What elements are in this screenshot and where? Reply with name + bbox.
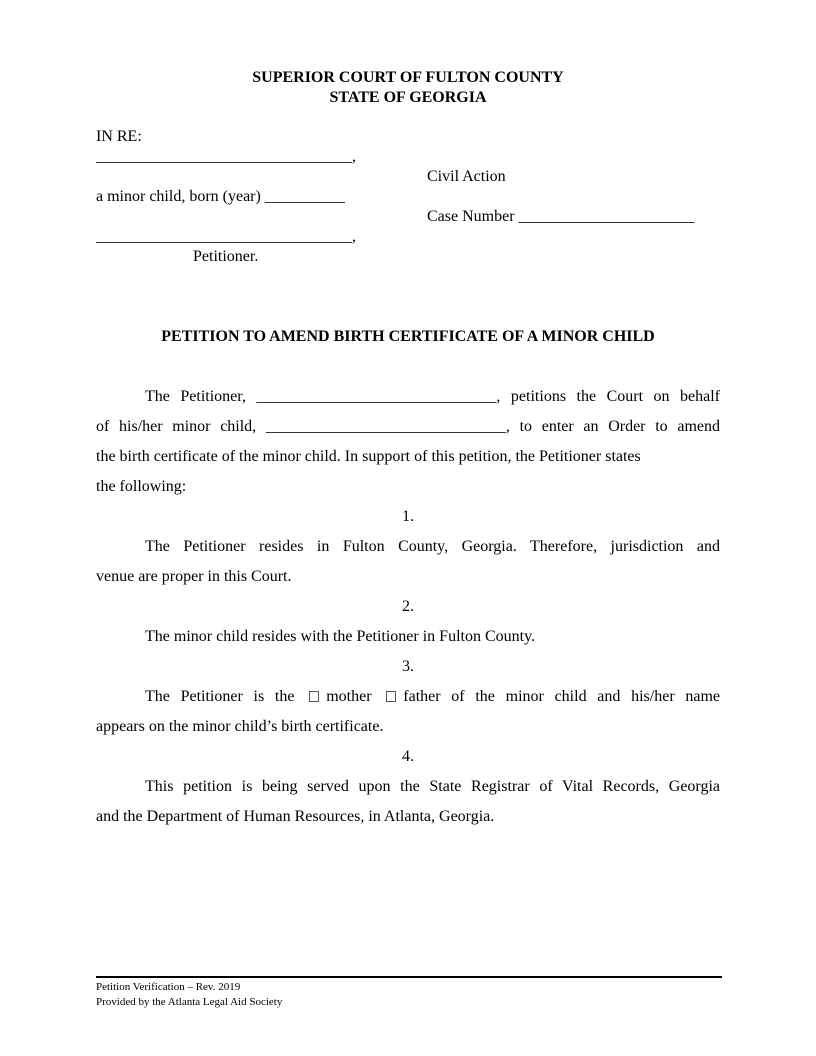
paragraph-2-line-1: The minor child resides with the Petitioner in Fulton County. — [145, 628, 536, 645]
intro-line-2: of his/her minor child, ______________________________, to enter an Order to amend — [96, 418, 720, 435]
mother-checkbox[interactable] — [309, 691, 319, 702]
paragraph-3-line-1 — [96, 689, 720, 705]
father-checkbox[interactable] — [386, 691, 396, 702]
case-number-field: Case Number ______________________ — [427, 208, 695, 225]
paragraph-3-line-2: appears on the minor child’s birth certificate. — [96, 718, 384, 735]
paragraph-number-1: 1. — [402, 508, 414, 525]
paragraph-4-line-1: This petition is being served upon the State Registrar of Vital Records, Georgia — [145, 778, 720, 795]
paragraph-number-4: 4. — [402, 748, 414, 765]
father-option-label: father of the minor child and his/her name — [403, 688, 721, 705]
paragraph-1-line-1: The Petitioner resides in Fulton County, Georgia. Therefore, jurisdiction and — [145, 538, 720, 555]
petitioner-name-line: ________________________________, — [96, 228, 356, 245]
intro-line-1: The Petitioner, ______________________________, petitions the Court on behalf — [145, 388, 720, 405]
paragraph-number-3: 3. — [402, 658, 414, 675]
mother-option-label: mother — [326, 688, 372, 705]
court-name: SUPERIOR COURT OF FULTON COUNTY — [252, 69, 564, 86]
paragraph-1-line-2: venue are proper in this Court. — [96, 568, 292, 585]
footer-divider — [96, 976, 722, 978]
document-title: PETITION TO AMEND BIRTH CERTIFICATE OF A MINOR CHILD — [161, 328, 655, 345]
intro-line-4: the following: — [96, 478, 187, 495]
petitioner-label: Petitioner. — [193, 248, 259, 265]
footer-revision: Petition Verification – Rev. 2019 — [96, 981, 241, 993]
in-re-label: IN RE: — [96, 128, 142, 145]
child-name-line: ________________________________, — [96, 148, 356, 165]
civil-action-label: Civil Action — [427, 168, 506, 185]
minor-child-birth-year: a minor child, born (year) __________ — [96, 188, 345, 205]
intro-line-3: the birth certificate of the minor child. In support of this petition, the Petitioner states — [96, 448, 641, 465]
footer-provider: Provided by the Atlanta Legal Aid Society — [96, 996, 283, 1008]
paragraph-4-line-2: and the Department of Human Resources, in Atlanta, Georgia. — [96, 808, 495, 825]
paragraph-number-2: 2. — [402, 598, 414, 615]
petitioner-is-the-text: The Petitioner is the — [145, 688, 295, 705]
state-name: STATE OF GEORGIA — [329, 89, 487, 106]
